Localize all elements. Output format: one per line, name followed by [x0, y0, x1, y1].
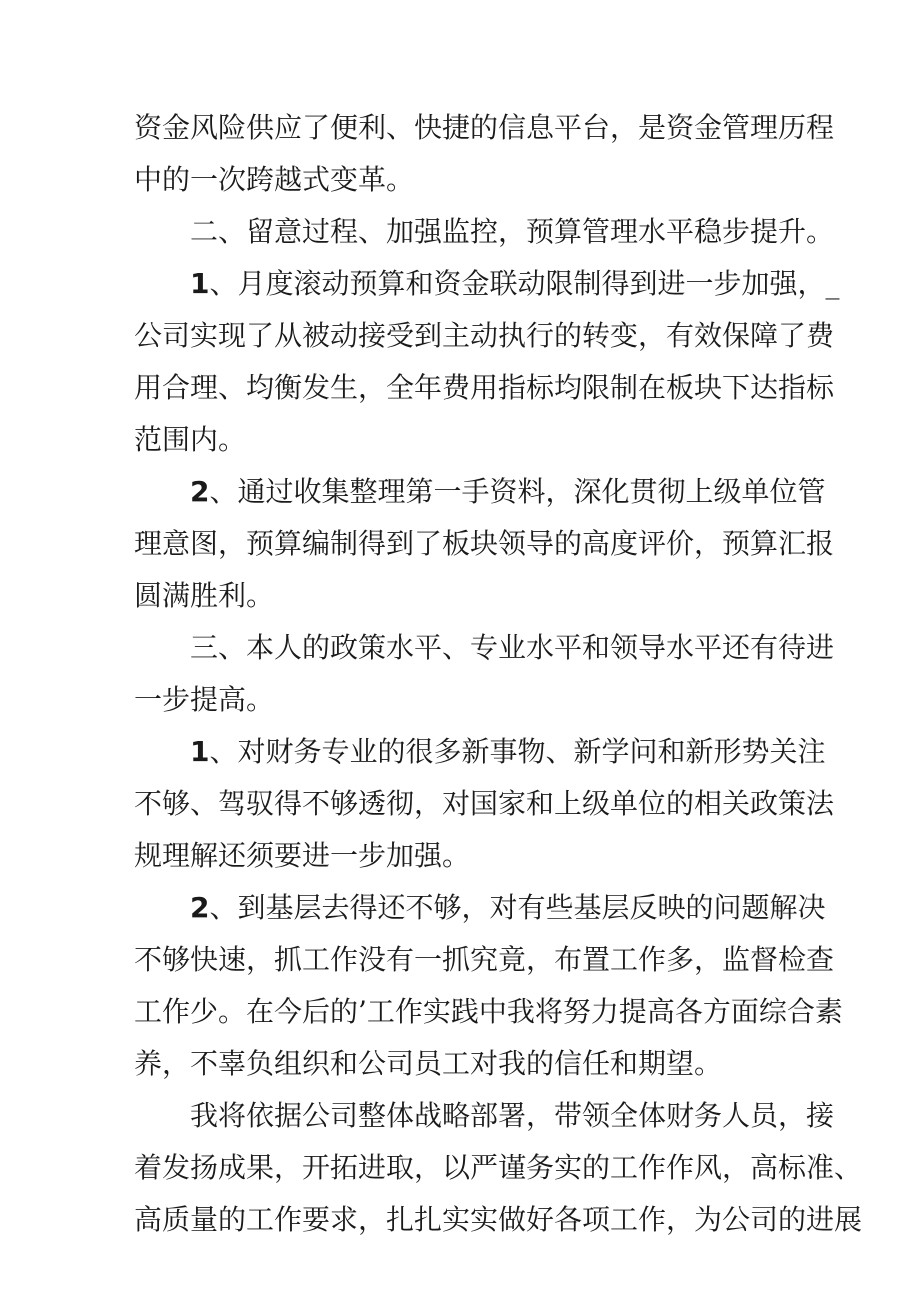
paragraph-4-line-1: [190, 474, 826, 510]
paragraph-8-line-3: 高质量的工作要求，扎扎实实做好各项工作，为公司的进展: [134, 1203, 863, 1236]
item-number: 1: [190, 735, 210, 768]
paragraph-8-line-2: 着发扬成果，开拓进取，以严谨务实的工作作风，高标准、: [134, 1151, 863, 1184]
section-heading-2: 二、留意过程、加强监控，预算管理水平稳步提升。: [190, 215, 835, 248]
paragraph-6-line-2: 不够、驾驭得不够透彻，对国家和上级单位的相关政策法: [134, 787, 835, 820]
item-number: 1: [190, 267, 210, 300]
paragraph-6-line-1-text: 、对财务专业的很多新事物、新学问和新形势关注: [209, 735, 826, 768]
paragraph-3-line-1: [190, 266, 840, 302]
paragraph-7-line-4: 养，不辜负组织和公司员工对我的信任和期望。: [134, 1047, 723, 1080]
item-number: 2: [190, 891, 210, 924]
paragraph-7-line-1: [190, 890, 826, 926]
section-heading-3-line-2: 一步提高。: [134, 683, 275, 716]
paragraph-1-line-1: 资金风险供应了便利、快捷的信息平台，是资金管理历程: [134, 111, 835, 144]
paragraph-7-line-3: 工作少。在今后的’工作实践中我将努力提高各方面综合素: [134, 995, 843, 1028]
paragraph-3-line-3: 用合理、均衡发生，全年费用指标均限制在板块下达指标: [134, 371, 835, 404]
paragraph-8-line-1: 我将依据公司整体战略部署，带领全体财务人员，接: [190, 1099, 835, 1132]
paragraph-6-line-3: 规理解还须要进一步加强。: [134, 839, 471, 872]
paragraph-6-line-1: [190, 734, 826, 770]
section-heading-3-line-1: 三、本人的政策水平、专业水平和领导水平还有待进: [190, 631, 835, 664]
paragraph-3-line-2: 公司实现了从被动接受到主动执行的转变，有效保障了费: [134, 319, 835, 352]
paragraph-3-line-1-text: 、月度滚动预算和资金联动限制得到进一步加强，_: [209, 267, 840, 300]
paragraph-3-line-4: 范围内。: [134, 423, 247, 456]
paragraph-4-line-2: 理意图，预算编制得到了板块领导的高度评价，预算汇报: [134, 527, 835, 560]
paragraph-1-line-2: 中的一次跨越式变革。: [134, 163, 415, 196]
item-number: 2: [190, 475, 210, 508]
paragraph-7-line-2: 不够快速，抓工作没有一抓究竟，布置工作多，监督检查: [134, 943, 835, 976]
paragraph-4-line-3: 圆满胜利。: [134, 579, 275, 612]
paragraph-4-line-1-text: 、通过收集整理第一手资料，深化贯彻上级单位管: [209, 475, 826, 508]
paragraph-7-line-1-text: 、到基层去得还不够，对有些基层反映的问题解决: [209, 891, 826, 924]
